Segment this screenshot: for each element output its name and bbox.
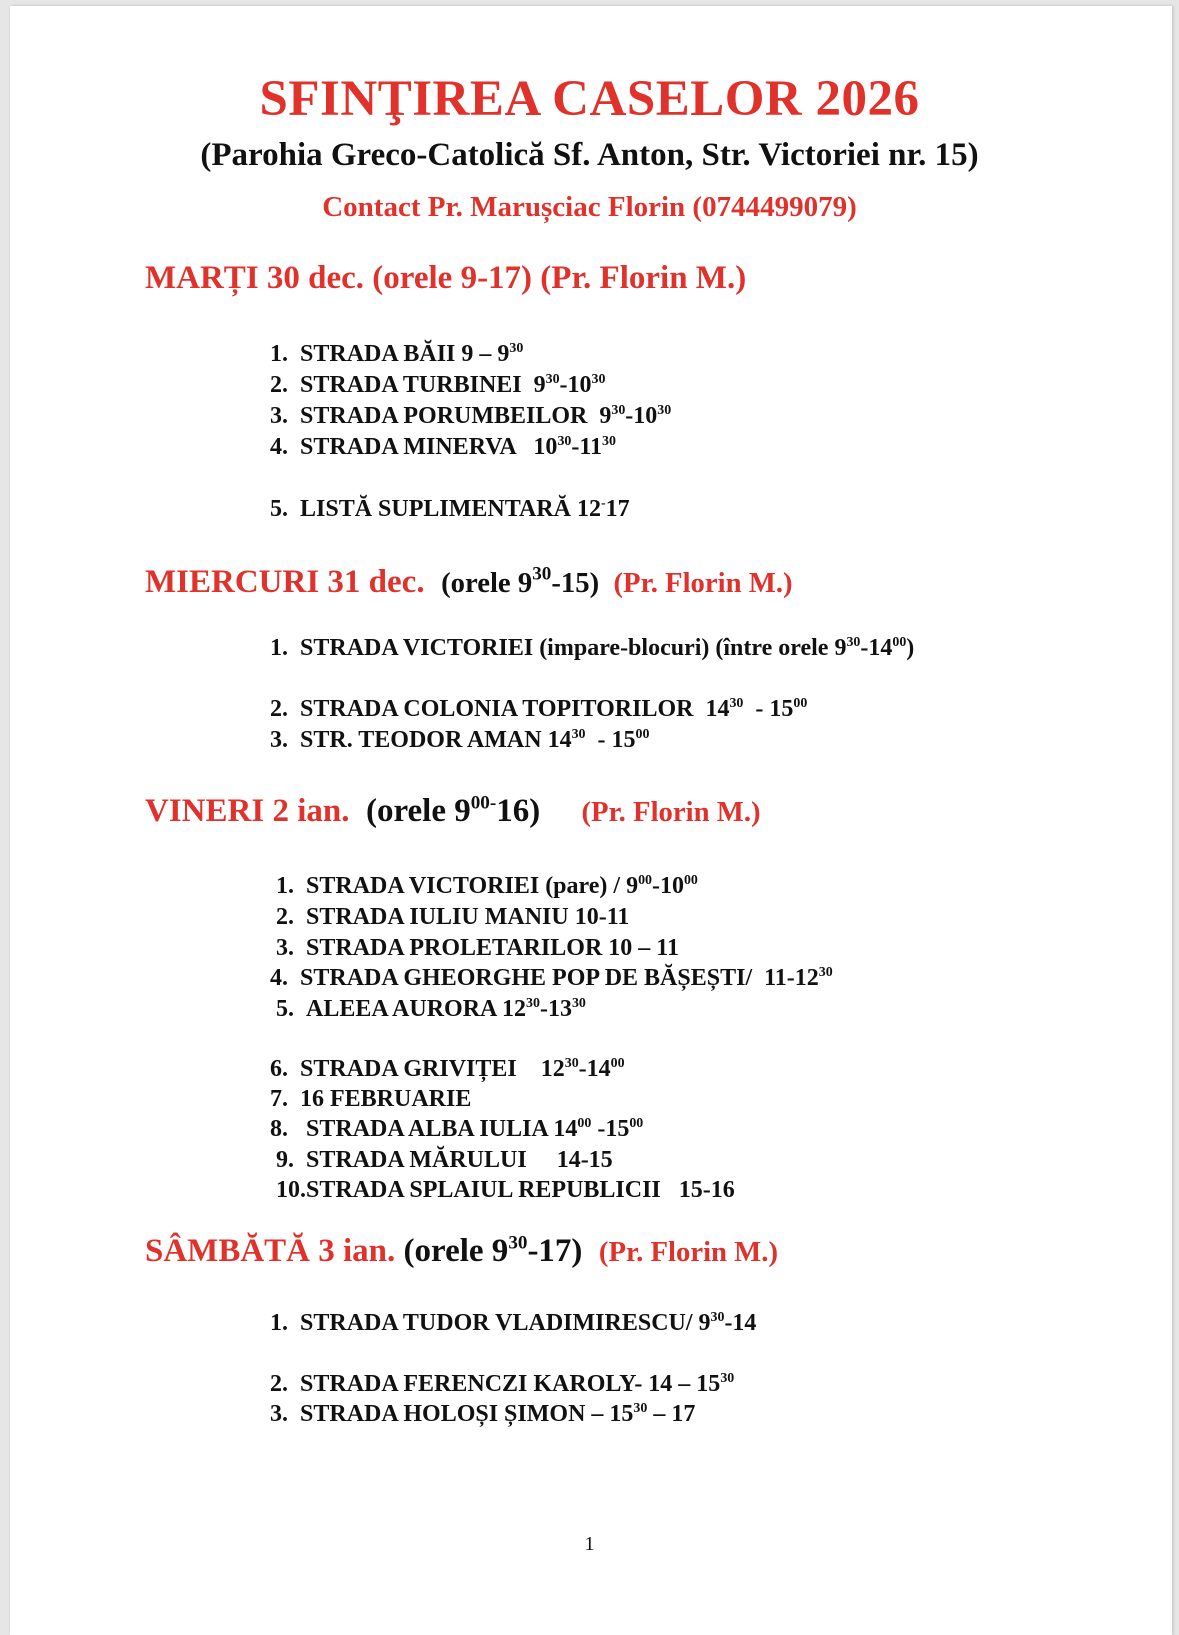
time-superscript: 30 <box>710 1309 725 1325</box>
time-superscript: 30 <box>657 402 672 418</box>
text-run: (orele 9 <box>403 1233 509 1269</box>
text-run: STRADA PORUMBEILOR 9 <box>300 403 612 429</box>
text-run: -14 <box>724 1310 757 1336</box>
text-run: 16) <box>496 793 582 829</box>
schedule-item <box>276 874 698 898</box>
time-superscript: 30 <box>818 964 833 980</box>
time-superscript: 00 <box>892 634 907 650</box>
schedule-item <box>270 1057 625 1081</box>
time-superscript: 00 <box>629 1115 644 1131</box>
text-run: -15 <box>591 1116 630 1142</box>
time-superscript: 30 <box>526 995 540 1011</box>
item-number: 2. <box>270 696 300 722</box>
text-run: -17) <box>527 1233 599 1269</box>
text-run: STRADA GRIVIȚEI 12 <box>300 1056 565 1082</box>
item-number: 1. <box>270 1310 300 1336</box>
item-number: 3. <box>270 403 300 429</box>
schedule-item <box>276 997 586 1021</box>
item-number: 6. <box>270 1056 300 1082</box>
time-superscript: 00 <box>577 1115 592 1131</box>
text-run: STRADA GHEORGHE POP DE BĂȘEȘTI/ 11-12 <box>300 965 819 991</box>
text-run: MARȚI 30 dec. (orele 9-17) (Pr. Florin M.) <box>145 260 747 296</box>
text-run: 16 FEBRUARIE <box>300 1086 472 1112</box>
time-superscript: 30 <box>571 726 586 742</box>
item-number: 10. <box>276 1177 306 1203</box>
text-run: (Pr. Florin M.) <box>581 796 761 828</box>
schedule-item <box>270 1311 756 1335</box>
time-superscript: 30 <box>509 340 524 356</box>
text-run: STRADA HOLOȘI ȘIMON – 15 <box>300 1401 634 1427</box>
text-run: -14 <box>578 1056 611 1082</box>
text-run: -11 <box>571 434 603 460</box>
time-superscript: 30 <box>591 371 606 387</box>
text-run: -14 <box>860 635 893 661</box>
item-number: 7. <box>270 1086 300 1112</box>
text-run: STRADA VICTORIEI (pare) / 9 <box>306 873 639 899</box>
text-run: STR. TEODOR AMAN 14 <box>300 727 572 753</box>
schedule-item <box>270 497 630 521</box>
page-number: 1 <box>584 1533 595 1555</box>
time-superscript: 00 <box>793 695 808 711</box>
text-run: STRADA TUDOR VLADIMIRESCU/ 9 <box>300 1310 711 1336</box>
item-number: 5. <box>270 496 300 522</box>
schedule-item <box>270 1372 734 1396</box>
item-number: 2. <box>270 372 300 398</box>
text-run: STRADA IULIU MANIU 10-11 <box>306 904 630 930</box>
text-run: MIERCURI 31 dec. <box>145 564 442 600</box>
text-run: -10 <box>651 873 684 899</box>
time-superscript: 00 <box>610 1055 625 1071</box>
time-superscript: - <box>600 495 606 511</box>
item-number: 8. <box>270 1116 300 1142</box>
text-run: STRADA FERENCZI KAROLY- 14 – 15 <box>300 1371 721 1397</box>
text-run: ALEEA AURORA 12 <box>306 996 527 1022</box>
day-heading <box>145 262 746 295</box>
time-superscript: 00 <box>638 872 652 888</box>
schedule-item <box>270 404 671 428</box>
text-run: STRADA ALBA IULIA 14 <box>300 1116 578 1142</box>
schedule-item <box>276 905 629 929</box>
text-run: -15) <box>551 567 614 599</box>
schedule-item <box>276 936 679 960</box>
item-number: 9. <box>276 1147 306 1173</box>
text-run: VINERI 2 ian. <box>145 793 366 829</box>
time-superscript: 30 <box>633 1400 648 1416</box>
item-number: 1. <box>270 341 300 367</box>
schedule-item <box>270 342 523 366</box>
schedule-item <box>270 636 914 660</box>
schedule-item <box>270 966 833 990</box>
text-run: STRADA BĂII 9 – 9 <box>300 341 510 367</box>
text-run: LISTĂ SUPLIMENTARĂ 12 <box>300 496 601 522</box>
text-run: -10 <box>559 372 592 398</box>
text-run: – 17 <box>647 1401 696 1427</box>
item-number: 4. <box>270 965 300 991</box>
text-run: - 15 <box>743 696 794 722</box>
text-run: -13 <box>539 996 572 1022</box>
schedule-item <box>270 728 649 752</box>
time-superscript: 30 <box>557 433 572 449</box>
time-superscript: 30 <box>545 371 560 387</box>
time-superscript: 00 <box>635 726 650 742</box>
day-heading <box>145 563 793 600</box>
text-run: STRADA MINERVA 10 <box>300 434 558 460</box>
item-number: 5. <box>276 996 306 1022</box>
time-superscript: 30 <box>846 634 861 650</box>
text-run: - 15 <box>585 727 636 753</box>
text-run: (orele 9 <box>365 793 471 829</box>
item-number: 3. <box>270 727 300 753</box>
text-run: STRADA VICTORIEI (impare-blocuri) (între orele 9 <box>300 635 847 661</box>
text-run: ) <box>906 635 915 661</box>
document-title: SFINŢIREA CASELOR 2026 <box>259 71 920 127</box>
time-superscript: 30 <box>729 695 744 711</box>
time-superscript: 30 <box>720 1370 735 1386</box>
item-number: 3. <box>276 935 306 961</box>
text-run: SÂMBĂTĂ 3 ian. <box>145 1233 404 1269</box>
schedule-item <box>270 373 605 397</box>
item-number: 3. <box>270 1401 300 1427</box>
text-run: -10 <box>625 403 658 429</box>
time-superscript: 30 <box>532 563 552 585</box>
text-run: STRADA MĂRULUI 14-15 <box>306 1147 613 1173</box>
schedule-item <box>270 1117 643 1141</box>
schedule-item <box>270 435 616 459</box>
text-run: (Pr. Florin M.) <box>613 567 793 599</box>
day-heading <box>145 1232 779 1269</box>
text-run: (orele 9 <box>441 567 533 599</box>
item-number: 4. <box>270 434 300 460</box>
schedule-item <box>270 1402 695 1426</box>
text-run: STRADA COLONIA TOPITORILOR 14 <box>300 696 730 722</box>
item-number: 1. <box>270 635 300 661</box>
item-number: 1. <box>276 873 306 899</box>
text-run: STRADA TURBINEI 9 <box>300 372 546 398</box>
text-run: 17 <box>605 496 630 522</box>
schedule-item <box>276 1148 613 1172</box>
parish-subtitle: (Parohia Greco-Catolică Sf. Anton, Str. Victoriei nr. 15) <box>200 137 979 173</box>
time-superscript: 30 <box>571 995 586 1011</box>
text-run: (Pr. Florin M.) <box>598 1236 779 1268</box>
schedule-item <box>276 1178 735 1202</box>
text-run: STRADA PROLETARILOR 10 – 11 <box>306 935 679 961</box>
schedule-item <box>270 1087 471 1111</box>
item-number: 2. <box>276 904 306 930</box>
time-superscript: 00 <box>683 872 698 888</box>
time-superscript: 00- <box>470 792 497 814</box>
time-superscript: 30 <box>602 433 616 449</box>
time-superscript: 30 <box>508 1232 528 1254</box>
time-superscript: 30 <box>564 1055 579 1071</box>
text-run: STRADA SPLAIUL REPUBLICII 15-16 <box>306 1177 735 1203</box>
item-number: 2. <box>270 1371 300 1397</box>
time-superscript: 30 <box>611 402 626 418</box>
schedule-item <box>270 697 807 721</box>
day-heading <box>145 792 761 829</box>
contact-line: Contact Pr. Marușciac Florin (0744499079) <box>322 191 857 223</box>
